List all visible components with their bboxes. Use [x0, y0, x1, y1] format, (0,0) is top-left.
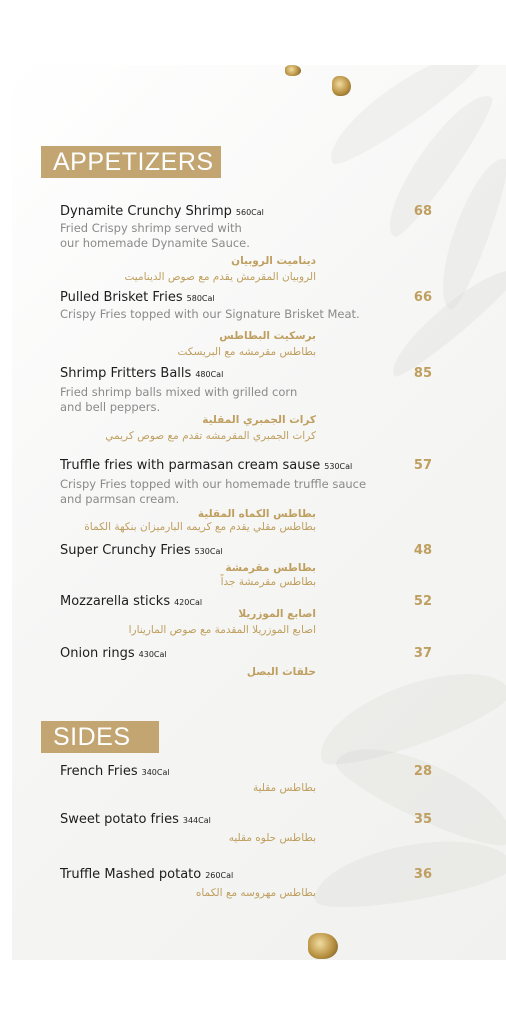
item-price: 37	[413, 646, 432, 661]
item-description: Fried shrimp balls mixed with grilled corn and bell peppers.	[60, 385, 298, 414]
item-name: Truffle Mashed potato 260Cal	[60, 867, 234, 882]
section-header-sides: SIDES	[41, 721, 159, 753]
item-name: Truffle fries with parmasan cream sause 530Cal	[60, 458, 353, 473]
item-arabic-description: بطاطس حلوه مقليه	[228, 832, 316, 844]
item-price: 68	[413, 204, 432, 219]
item-price: 52	[413, 594, 432, 609]
item-price: 36	[413, 867, 432, 882]
item-arabic-name: بطاطس الكماه المقلية	[197, 508, 316, 520]
item-calories: 430Cal	[138, 650, 167, 659]
item-arabic-name: كرات الجمبري المقلية	[202, 414, 316, 426]
item-arabic-description: بطاطس مهروسه مع الكماه	[195, 887, 316, 899]
item-arabic-name: اصابع الموزريلا	[238, 608, 316, 620]
item-description: Fried Crispy shrimp served with our homemade Dynamite Sauce.	[60, 221, 250, 250]
item-arabic-name: بطاطس مقرمشة	[225, 562, 316, 574]
item-calories: 340Cal	[141, 768, 170, 777]
menu-item	[60, 204, 436, 284]
item-arabic-description: بطاطس مقرمشة جداً	[220, 576, 316, 588]
section-header-appetizers: APPETIZERS	[41, 146, 221, 178]
item-price: 57	[413, 458, 432, 473]
item-price: 35	[413, 812, 432, 827]
item-name: French Fries 340Cal	[60, 764, 170, 779]
gold-fleck-decoration	[285, 65, 301, 76]
item-arabic-name: برسكيت البطاطس	[219, 330, 316, 342]
menu-item	[60, 543, 436, 591]
item-description: Crispy Fries topped with our Signature Brisket Meat.	[60, 307, 360, 321]
item-name: Dynamite Crunchy Shrimp 560Cal	[60, 204, 264, 219]
menu-item	[60, 458, 436, 538]
item-price: 28	[413, 764, 432, 779]
item-arabic-description: بطاطس مقلي يقدم مع كريمه البارميزان بنكهة الكماة	[84, 521, 316, 533]
item-arabic-name: حلقات البصل	[246, 666, 316, 678]
item-price: 66	[413, 290, 432, 305]
item-calories: 480Cal	[195, 370, 224, 379]
item-arabic-description: اصابع الموزريلا المقدمة مع صوص المارينارا	[128, 624, 316, 636]
item-name: Shrimp Fritters Balls 480Cal	[60, 366, 224, 381]
item-arabic-description: بطاطس مقرمشه مع البريسكت	[177, 346, 316, 358]
menu-item	[60, 366, 436, 451]
item-arabic-description: بطاطس مقلية	[252, 782, 316, 794]
menu-item	[60, 290, 436, 365]
item-calories: 420Cal	[174, 598, 203, 607]
menu-item	[60, 812, 436, 848]
item-calories: 260Cal	[205, 871, 234, 880]
item-price: 48	[413, 543, 432, 558]
item-calories: 560Cal	[235, 208, 264, 217]
item-calories: 344Cal	[182, 816, 211, 825]
item-name: Onion rings 430Cal	[60, 646, 167, 661]
item-description: Crispy Fries topped with our homemade truffle sauce and parmsan cream.	[60, 477, 367, 506]
item-arabic-description: الروبيان المقرمش يقدم مع صوص الديناميت	[124, 271, 316, 283]
menu-item	[60, 867, 436, 903]
menu-item	[60, 764, 436, 800]
menu-item	[60, 646, 436, 686]
item-name: Super Crunchy Fries 530Cal	[60, 543, 223, 558]
gold-fleck-decoration	[308, 933, 338, 959]
item-arabic-name: ديناميت الروبيان	[231, 255, 316, 267]
gold-fleck-decoration	[332, 76, 351, 96]
item-calories: 530Cal	[194, 547, 223, 556]
item-calories: 580Cal	[186, 294, 215, 303]
item-name: Sweet potato fries 344Cal	[60, 812, 211, 827]
item-calories: 530Cal	[324, 462, 353, 471]
menu-item	[60, 594, 436, 642]
item-price: 85	[413, 366, 432, 381]
item-name: Pulled Brisket Fries 580Cal	[60, 290, 215, 305]
item-arabic-description: كرات الجمبري المقرمشه تقدم مع صوص كريمي	[105, 430, 316, 442]
item-name: Mozzarella sticks 420Cal	[60, 594, 203, 609]
